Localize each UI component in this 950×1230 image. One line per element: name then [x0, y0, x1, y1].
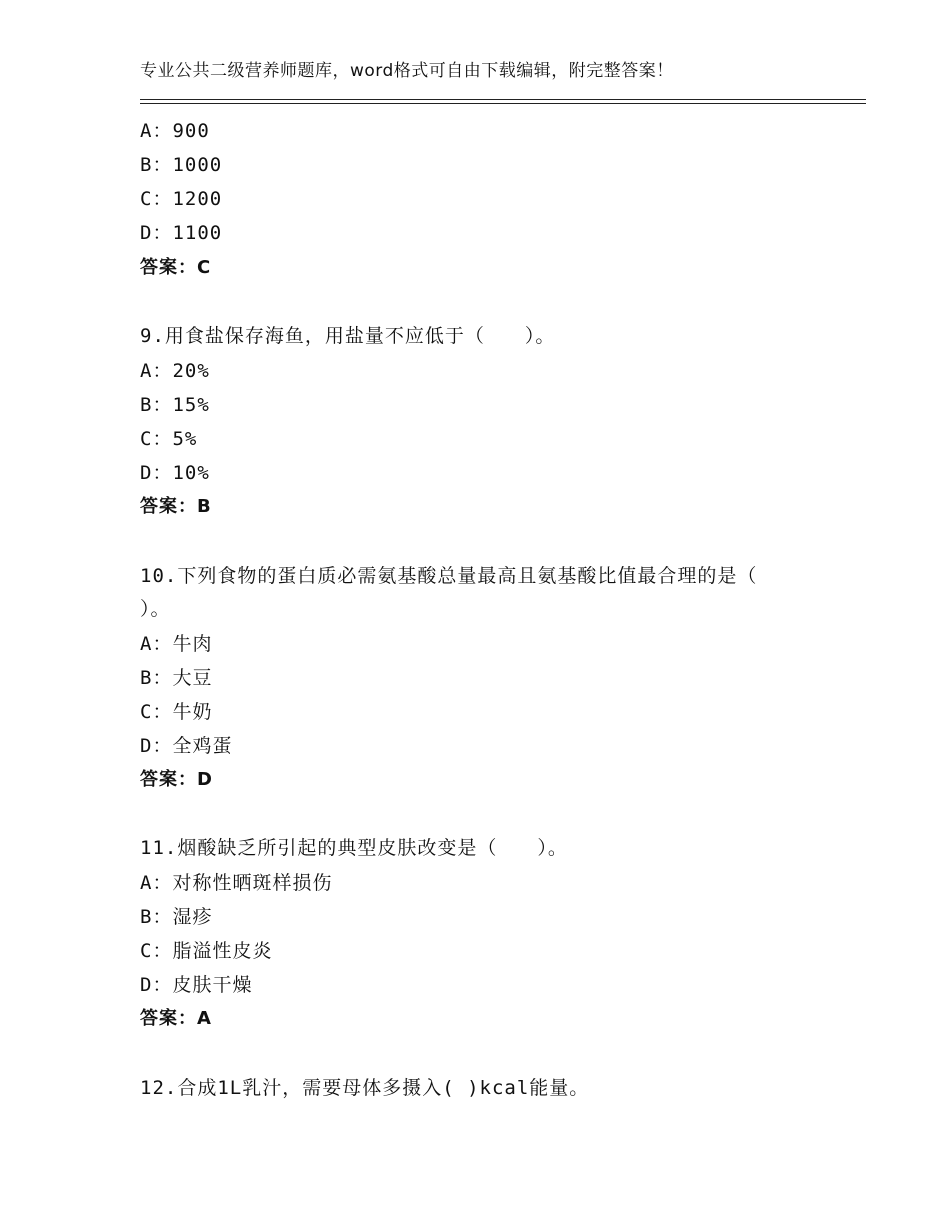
option-b: B：大豆 — [140, 667, 213, 689]
question-9-text: 9.用食盐保存海鱼，用盐量不应低于（ ）。 — [140, 325, 556, 347]
option-c: C：牛奶 — [140, 701, 213, 723]
header-rule-bottom — [140, 103, 866, 104]
option-d: D：皮肤干燥 — [140, 974, 253, 996]
option-c: C：脂溢性皮炎 — [140, 940, 273, 962]
option-b: B：湿疹 — [140, 906, 213, 928]
question-11-text: 11.烟酸缺乏所引起的典型皮肤改变是（ ）。 — [140, 837, 568, 859]
question-12-text: 12.合成1L乳汁，需要母体多摄入( )kcal能量。 — [140, 1077, 590, 1099]
option-d: D：1100 — [140, 222, 223, 244]
question-10-text-cont: ）。 — [140, 598, 171, 620]
question-10-text: 10.下列食物的蛋白质必需氨基酸总量最高且氨基酸比值最合理的是（ — [140, 565, 758, 587]
option-b: B：15% — [140, 394, 210, 416]
option-a: A：对称性晒斑样损伤 — [140, 872, 333, 894]
option-d: D：全鸡蛋 — [140, 735, 233, 757]
answer: 答案：A — [140, 1008, 212, 1029]
option-c: C：5% — [140, 428, 198, 450]
header-rule-top — [140, 99, 866, 100]
option-b: B：1000 — [140, 154, 223, 176]
option-d: D：10% — [140, 462, 210, 484]
option-c: C：1200 — [140, 188, 223, 210]
option-a: A：900 — [140, 120, 210, 142]
answer: 答案：B — [140, 496, 212, 517]
option-a: A：20% — [140, 360, 210, 382]
page-header: 专业公共二级营养师题库，word格式可自由下载编辑，附完整答案！ — [140, 61, 674, 81]
option-a: A：牛肉 — [140, 633, 213, 655]
answer: 答案：D — [140, 769, 213, 790]
answer: 答案：C — [140, 257, 212, 278]
